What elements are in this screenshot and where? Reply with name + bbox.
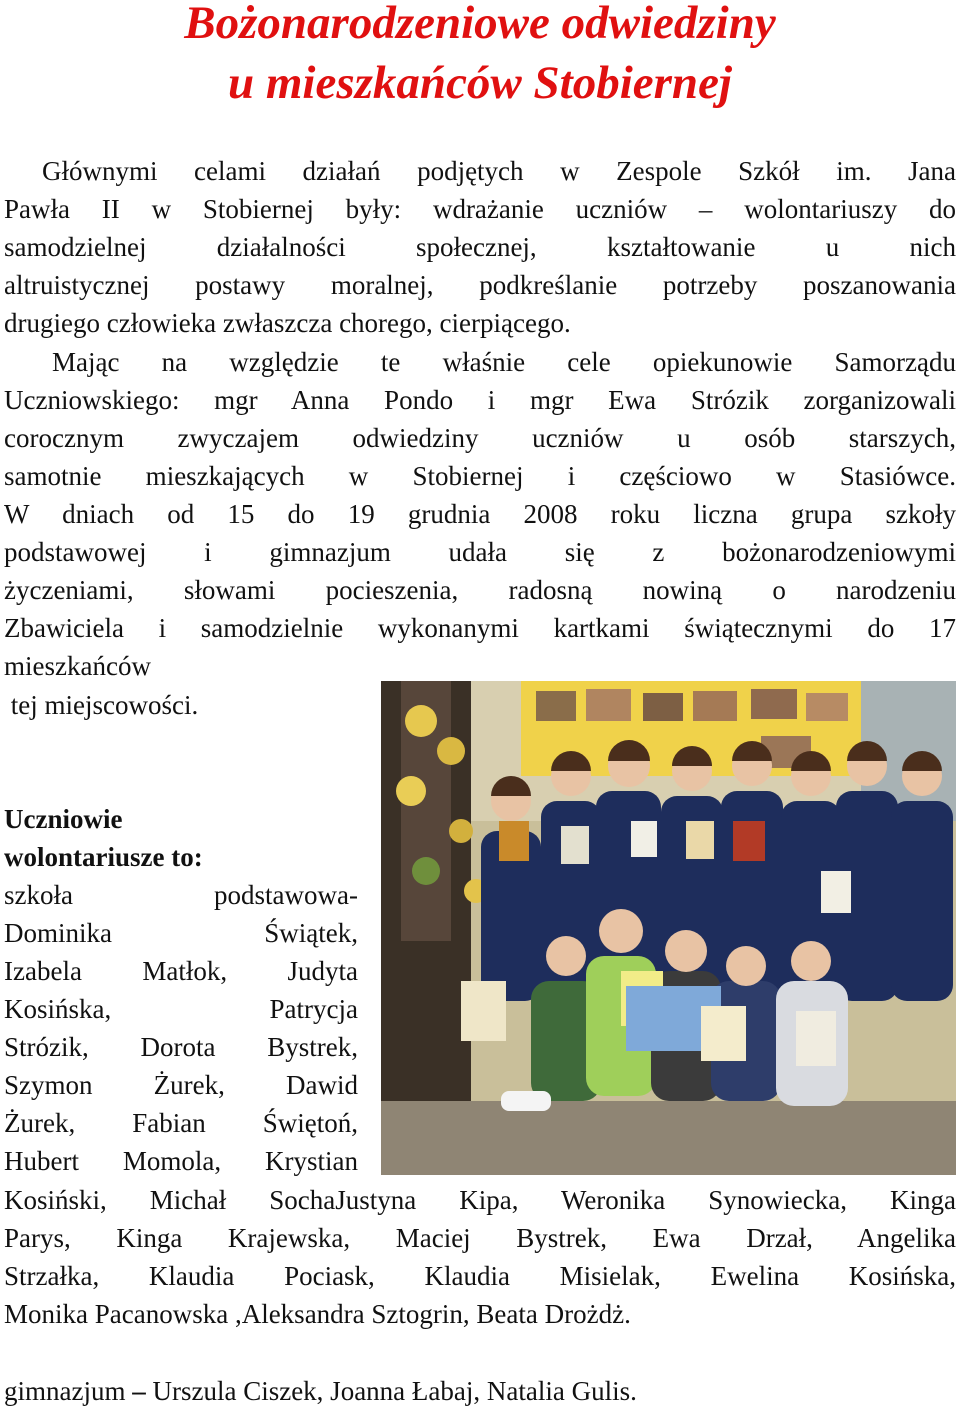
- paragraph-2-line: podstawowej i gimnazjum udała się z bożonarodzeniowymi: [4, 537, 956, 567]
- volunteers-line: Monika Pacanowska ,Aleksandra Sztogrin, Beata Drożdż.: [4, 1299, 631, 1329]
- paragraph-1-line: Głównymi celami działań podjętych w Zespole Szkół im. Jana: [42, 156, 956, 186]
- volunteers-heading-line-2: wolontariusze to:: [4, 842, 203, 872]
- paragraph-1-line: altruistycznej postawy moralnej, podkreślanie potrzeby poszanowania: [4, 270, 956, 300]
- volunteers-line: Kosiński, Michał SochaJustyna Kipa, Weronika Synowiecka, Kinga: [4, 1185, 956, 1215]
- gimnazjum-dash: –: [125, 1376, 153, 1406]
- group-photo: [381, 681, 956, 1175]
- volunteers-line: Strzałka, Klaudia Pociask, Klaudia Misielak, Ewelina Kosińska,: [4, 1261, 956, 1291]
- paragraph-2-line: corocznym zwyczajem odwiedziny uczniów u osób starszych,: [4, 423, 956, 453]
- paragraph-2-line: Uczniowskiego: mgr Anna Pondo i mgr Ewa Strózik zorganizowali: [4, 385, 956, 415]
- paragraph-2-line: Zbawiciela i samodzielnie wykonanymi kartkami świątecznymi do 17: [4, 613, 956, 643]
- title-line-2: u mieszkańców Stobiernej: [227, 57, 732, 109]
- paragraph-1-line: drugiego człowieka zwłaszcza chorego, cierpiącego.: [4, 308, 571, 338]
- paragraph-2-line: tej miejscowości.: [4, 690, 199, 720]
- gimnazjum-label: gimnazjum: [4, 1376, 126, 1406]
- paragraph-1-line: samodzielnej działalności społecznej, kształtowanie u nich: [4, 232, 956, 262]
- volunteers-line: Kosińska, Patrycja: [4, 994, 358, 1024]
- volunteers-line: Strózik, Dorota Bystrek,: [4, 1032, 358, 1062]
- volunteers-line: Parys, Kinga Krajewska, Maciej Bystrek, Ewa Drzał, Angelika: [4, 1223, 956, 1253]
- gimnazjum-line: [4, 1372, 956, 1410]
- paragraph-2-line: Mając na względzie te właśnie cele opiekunowie Samorządu: [52, 347, 956, 377]
- paragraph-1-line: Pawła II w Stobiernej były: wdrażanie uczniów – wolontariuszy do: [4, 194, 956, 224]
- title-line-1: Bożonarodzeniowe odwiedziny: [184, 0, 776, 49]
- paragraph-2-line: samotnie mieszkających w Stobiernej i częściowo w Stasiówce.: [4, 461, 956, 491]
- volunteers-line: Dominika Świątek,: [4, 918, 358, 948]
- volunteers-line: Izabela Matłok, Judyta: [4, 956, 358, 986]
- paragraph-2-line: W dniach od 15 do 19 grudnia 2008 roku liczna grupa szkoły: [4, 499, 956, 529]
- volunteers-line: Hubert Momola, Krystian: [4, 1146, 358, 1176]
- paragraph-2-line: mieszkańców: [4, 651, 151, 681]
- volunteers-heading-line-1: Uczniowie: [4, 804, 123, 834]
- volunteers-line: Żurek, Fabian Świętoń,: [4, 1108, 358, 1138]
- gimnazjum-names: Urszula Ciszek, Joanna Łabaj, Natalia Gulis.: [152, 1376, 637, 1406]
- paragraph-2-line: życzeniami, słowami pocieszenia, radosną nowiną o narodzeniu: [4, 575, 956, 605]
- volunteers-line: Szymon Żurek, Dawid: [4, 1070, 358, 1100]
- volunteers-line: szkoła podstawowa-: [4, 880, 358, 910]
